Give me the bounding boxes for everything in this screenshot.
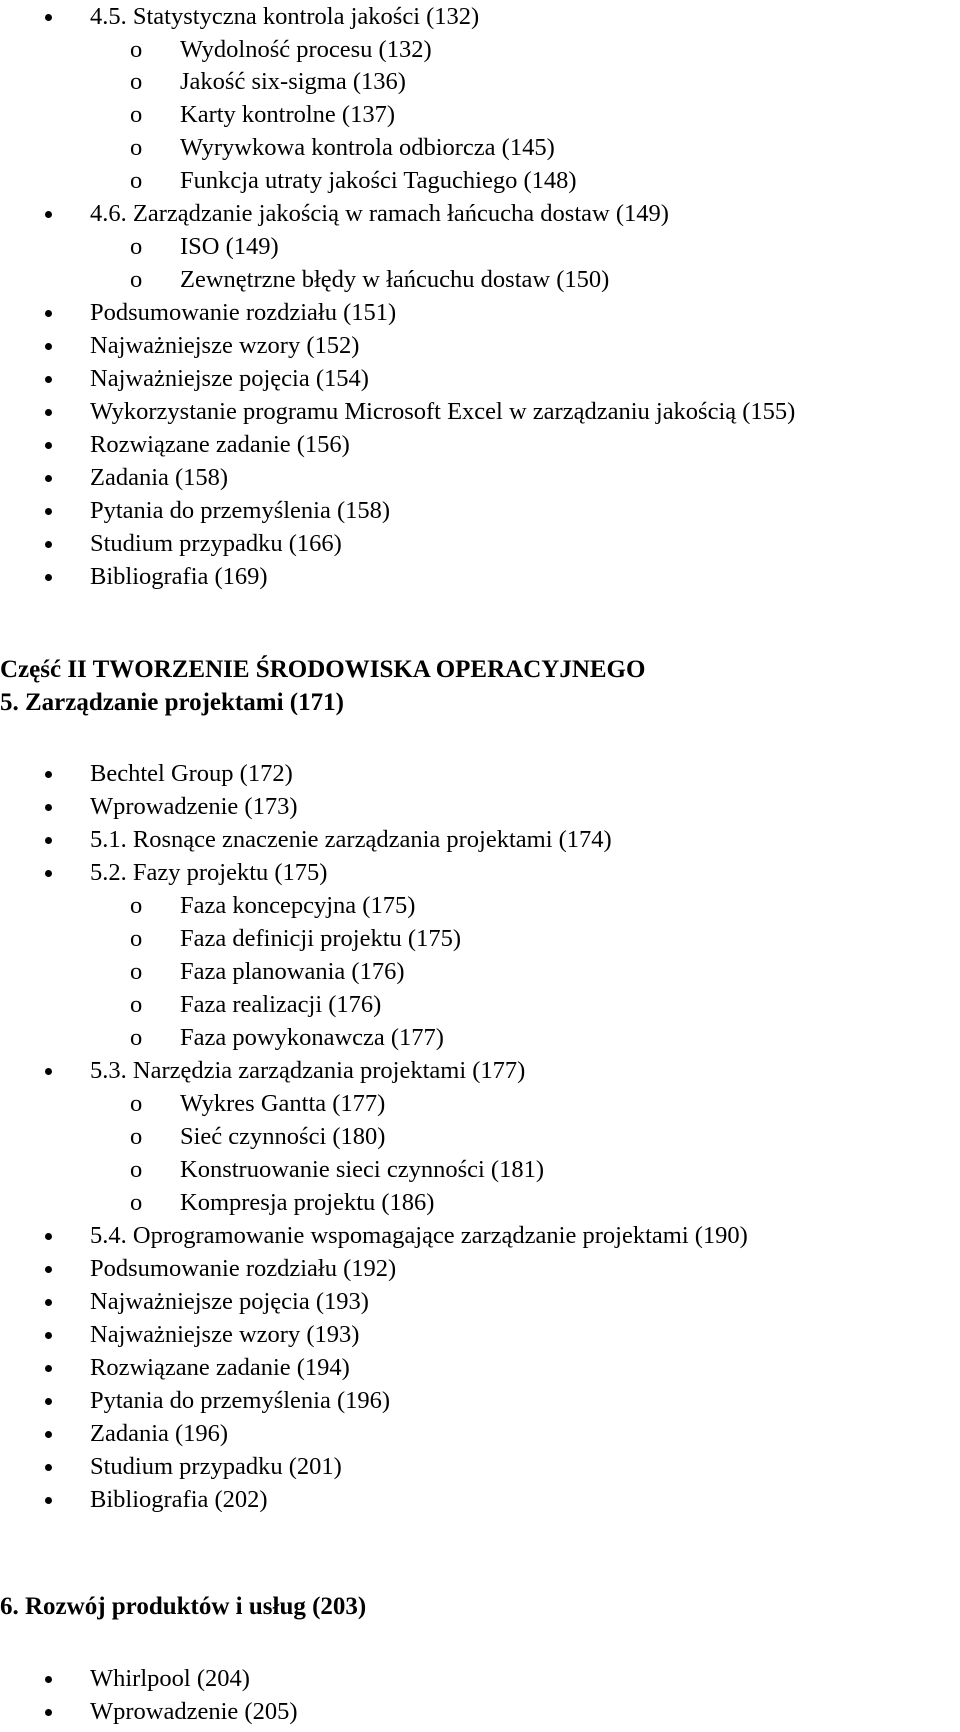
circle-bullet-icon: o xyxy=(130,1024,143,1051)
bullet-icon xyxy=(45,574,52,581)
bullet-icon xyxy=(45,442,52,449)
circle-bullet-icon: o xyxy=(130,134,143,161)
circle-bullet-icon: o xyxy=(130,1189,143,1216)
circle-bullet-icon: o xyxy=(130,925,143,952)
circle-bullet-icon: o xyxy=(130,68,143,95)
bullet-icon xyxy=(45,1332,52,1339)
circle-bullet-icon: o xyxy=(130,892,143,919)
bullet-icon xyxy=(45,1299,52,1306)
circle-bullet-icon: o xyxy=(130,36,143,63)
bullet-icon xyxy=(45,1266,52,1273)
bullet-icon xyxy=(45,14,52,21)
document-page: 4.5. Statystyczna kontrola jakości (132) o Wydolność procesu (132) o Jakość six-sigma (136) o Karty kontrolne (137) o Wyrywkowa kontrola odbiorcza (145) o Funkcja utraty jakości Taguchiego (148) 4.6. Zarządzanie jakością w ramach łańcucha dostaw (149) o ISO (149) o Zewnętrzne błędy w łańcuchu dostaw (150) Podsumowanie rozdziału (151) Najważniejsze wzory (152) Najważniejsze pojęcia (154) Wykorzystanie programu Microsoft Excel w zarządzaniu jakością (155) Rozwiązane zadanie (156) Zadania (158) Pytania do przemyślenia (158) Studium przypadku (166) Bibliografia (169) Część II TWORZENIE ŚRODOWISKA OPERACYJNEGO 5. Zarządzanie projektami (171) Bechtel Group (172) Wprowadzenie (173) 5.1. Rosnące znaczenie zarządzania projektami (174) 5.2. Fazy projektu (175) o Faza koncepcyjna (175) o Faza definicji projektu (175) o Faza planowania (176) o Faza realizacji (176) o Faza powykonawcza (177) 5.3. Narzędzia zarządzania projektami (177) o Wykres Gantta (177) o Sieć czynności (180) o Konstruowanie sieci czynności (181) o Kompresja projektu (186) 5.4. Oprogramowanie wspomagające zarządzanie projektami (190) Podsumowanie rozdziału (192) Najważniejsze pojęcia (193) Najważniejsze wzory (193) Rozwiązane zadanie (194) Pytania do przemyślenia (196) Zadania (196) Studium przypadku (201) Bibliografia (202) 6. Rozwój produktów i usług (203) Whirlpool (204) Wprowadzenie (205) xyxy=(0,3,796,1725)
bullet-icon xyxy=(45,1398,52,1405)
bullet-icon xyxy=(45,343,52,350)
circle-bullet-icon: o xyxy=(130,1156,143,1183)
circle-bullet-icon: o xyxy=(130,167,143,194)
bullet-icon xyxy=(45,1464,52,1471)
bullet-icon xyxy=(45,804,52,811)
bullet-icon xyxy=(45,376,52,383)
circle-bullet-icon: o xyxy=(130,266,143,293)
circle-bullet-icon: o xyxy=(130,1123,143,1150)
bullet-icon xyxy=(45,475,52,482)
circle-bullet-icon: o xyxy=(130,1090,143,1117)
circle-bullet-icon: o xyxy=(130,101,143,128)
bullet-icon xyxy=(45,1365,52,1372)
bullet-icon xyxy=(45,409,52,416)
bullet-icon xyxy=(45,1497,52,1504)
bullet-icon xyxy=(45,1431,52,1438)
bullet-icon xyxy=(45,1233,52,1240)
bullet-icon xyxy=(45,508,52,515)
circle-bullet-icon: o xyxy=(130,233,143,260)
bullet-icon xyxy=(45,1676,52,1683)
bullet-icon xyxy=(45,837,52,844)
bullet-icon xyxy=(45,870,52,877)
bullet-icon xyxy=(45,1068,52,1075)
bullet-icon xyxy=(45,771,52,778)
bullet-icon xyxy=(45,310,52,317)
bullet-icon xyxy=(45,1709,52,1716)
circle-bullet-icon: o xyxy=(130,958,143,985)
circle-bullet-icon: o xyxy=(130,991,143,1018)
bullet-icon xyxy=(45,211,52,218)
bullet-icon xyxy=(45,541,52,548)
